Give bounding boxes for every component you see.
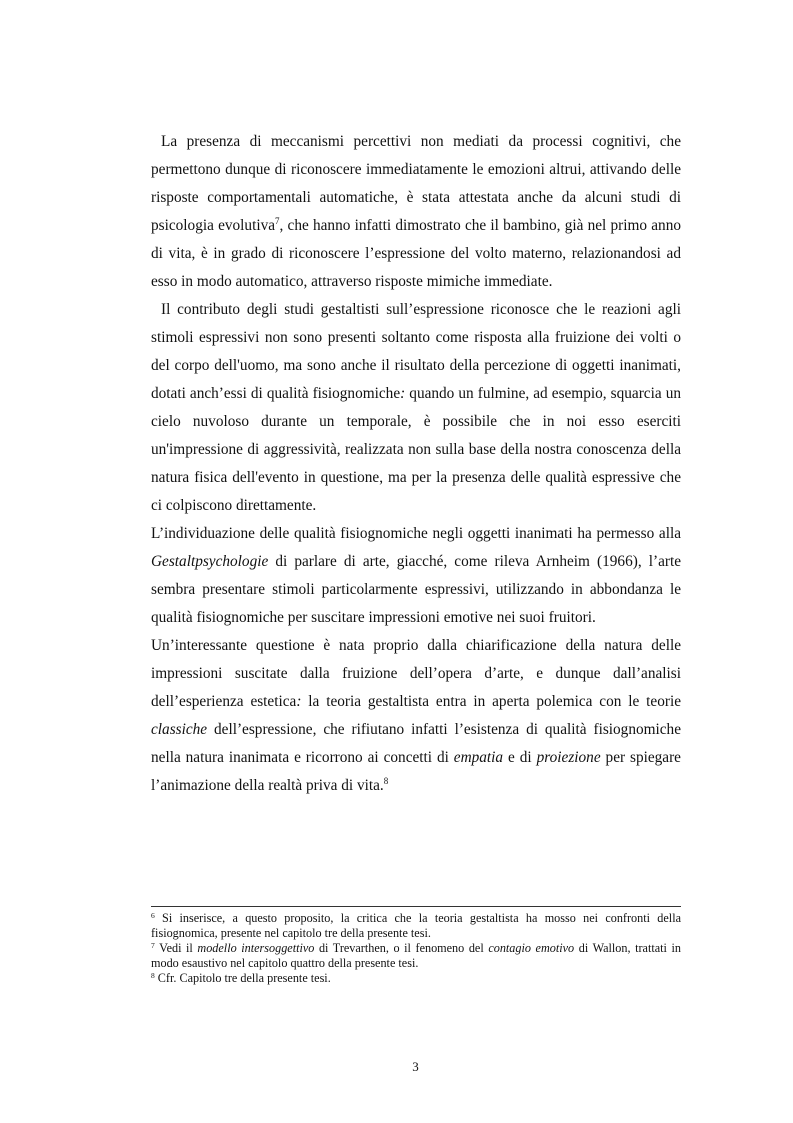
paragraph-text: , che hanno infatti dimostrato che il bambino, già nel primo anno di vita, è in grado di riconoscere l’espressione del volto materno, relazionandosi ad esso in modo automatico, attraverso risposte mimiche immediate. — [151, 217, 681, 290]
paragraph-1 — [151, 128, 681, 296]
paragraph-4 — [151, 632, 681, 800]
paragraph-text: Il contributo degli studi gestaltisti sull’espressione riconosce che le reazioni agli stimoli espressivi non sono presenti soltanto come risposta alla fruizione dei volti o del corpo dell'uomo, ma sono anche il risultato della percezione di oggetti inanimati, dotati anch’essi di qualità fisiognomiche — [151, 301, 681, 402]
footnote-8 — [151, 971, 681, 986]
italic-term-empatia: empatia — [453, 749, 504, 766]
italic-colon: : — [400, 385, 406, 402]
italic-term-proiezione: proiezione — [536, 749, 601, 766]
page-number: 3 — [412, 1059, 419, 1074]
paragraph-text: dell’espressione, che rifiutano infatti l’esistenza di qualità fisiognomiche nella natura inanimata e ricorrono ai concetti di — [151, 721, 681, 766]
paragraph-text: e di — [503, 749, 537, 766]
paragraph-text: Un’interessante questione è nata proprio dalla chiarificazione della natura delle impressioni suscitate dalla fruizione dell’opera d’arte, e dunque dall’analisi dell’esperienza estetica — [151, 637, 681, 710]
italic-term-gestaltpsychologie: Gestaltpsychologie — [151, 553, 269, 570]
italic-colon: : — [296, 693, 302, 710]
italic-term-contagio-emotivo: contagio emotivo — [488, 941, 575, 955]
italic-term-modello-intersoggettivo: modello intersoggettivo — [197, 941, 315, 955]
footnote-text: di Trevarthen, o il fenomeno del — [314, 941, 489, 955]
paragraph-text: di parlare di arte, giacché, come rileva Arnheim (1966), l’arte sembra presentare stimoli particolarmente espressivi, utilizzando in abbondanza le qualità fisiognomiche per suscitare impressioni emotive nei suoi fruitori. — [151, 553, 681, 626]
footnote-6 — [151, 911, 681, 941]
footnote-text: Cfr. Capitolo tre della presente tesi. — [154, 971, 331, 985]
paragraph-text: La presenza di meccanismi percettivi non mediati da processi cognitivi, che permettono dunque di riconoscere immediatamente le emozioni altrui, attivando delle risposte comportamentali automatiche, è stata attestata anche da alcuni studi di psicologia evolutiva — [151, 133, 681, 234]
footnote-number: 6 — [151, 911, 155, 920]
footnotes — [151, 911, 681, 986]
footnote-ref-7: 7 — [275, 216, 280, 226]
paragraph-text: per spiegare l’animazione della realtà priva di vita. — [151, 749, 681, 794]
footnote-ref-8: 8 — [383, 776, 389, 786]
paragraph-text: quando un fulmine, ad esempio, squarcia un cielo nuvoloso durante un temporale, è possibile che in noi esso eserciti un'impressione di aggressività, realizzata non sulla base della nostra conoscenza della natura fisica dell'evento in questione, ma per la presenza delle qualità espressive che ci colpiscono direttamente. — [151, 385, 681, 514]
italic-term-classiche: classiche — [151, 721, 208, 738]
body-text — [151, 128, 681, 800]
footnote-text: Si inserisce, a questo proposito, la critica che la teoria gestaltista ha mosso nei confronti della fisiognomica, presente nel capitolo tre della presente tesi. — [151, 911, 681, 940]
footnote-number: 7 — [151, 941, 155, 950]
footnote-text: di Wallon, trattati in modo esaustivo nel capitolo quattro della presente tesi. — [151, 941, 681, 970]
footnote-separator — [151, 906, 681, 907]
paragraph-text: la teoria gestaltista entra in aperta polemica con le teorie — [301, 693, 681, 710]
footnote-text: Vedi il — [154, 941, 198, 955]
paragraph-2 — [151, 296, 681, 520]
footnote-number: 8 — [151, 971, 155, 980]
footnote-7 — [151, 941, 681, 971]
paragraph-3 — [151, 520, 681, 632]
paragraph-text: L’individuazione delle qualità fisiognomiche negli oggetti inanimati ha permesso alla — [151, 525, 681, 542]
